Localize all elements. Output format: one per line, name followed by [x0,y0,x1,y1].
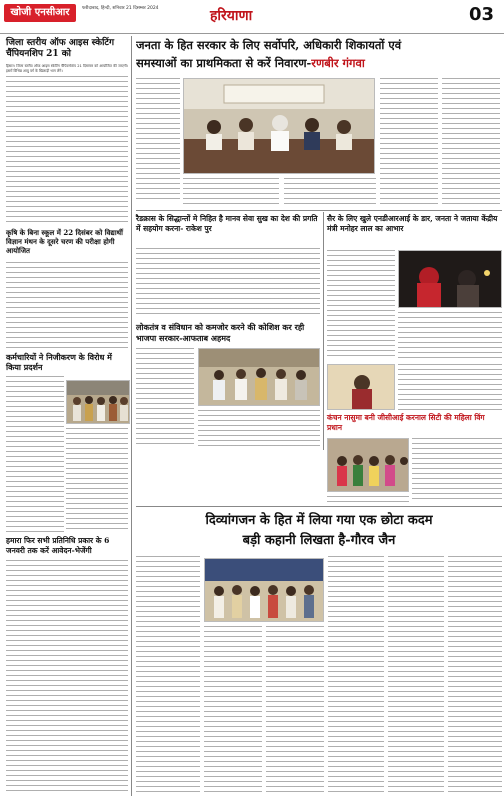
lead-body-col2 [183,178,279,206]
ndri-body-right [398,312,502,360]
bottom-event-photo [204,558,324,622]
newspaper-logo: खोजी एनसीआर [4,4,76,22]
ndri-photo-2 [327,364,395,410]
aftab-body-left [136,348,194,448]
aftab-headline: लोकतंत्र व संविधान को कमजोर करने की कोशिश कर रही भाजपा सरकार-आफताब अहमद [136,322,305,343]
horizontal-divider-2 [136,506,502,507]
kanchan-body [412,438,502,502]
lead-body-col3 [284,178,376,206]
ndri-photo [398,250,502,308]
bottom-body-col1 [136,556,200,792]
ndri-body-left [327,250,395,360]
story2-headline: कृषि के बिना स्कूल में 22 दिसंबर को विद्यार्थी विज्ञान मंथन के दूसरे चरण की परीक्षा होगी आयोजित [6,228,123,255]
lead-meeting-photo [183,78,375,174]
bottom-body-col4 [328,556,384,792]
lead-body-col1 [136,78,180,202]
story3-body [6,376,64,534]
aftab-photo [198,348,320,406]
redcross-headline: रैडक्रास के सिद्धान्तों मे निहित है मानव सेवा सुख का देश की प्रगति में सहयोग करना- राकेश पुर [136,214,318,233]
bottom-headline-line1: दिव्यांगजन के हित में लिया गया एक छोटा कदम [205,513,433,528]
bottom-body-col5 [388,556,444,792]
column-divider [131,36,132,796]
ndri-body-bottom [398,364,502,410]
story2-body [6,262,128,350]
story3-body-right [66,428,128,532]
lead-headline-line2-black: समस्याओं का प्राथमिकता से करें निवारण- [136,56,312,70]
ndri-headline: सैर के लिए खुले एनडीआरआई के डार, जनता ने जताया केंद्रीय मंत्री मनोहर लाल का आभार [327,214,498,233]
horizontal-divider-1 [136,210,502,211]
story3-headline: कर्मचारियों ने निजीकरण के विरोध में किया प्रदर्शन [6,352,112,372]
story4-body [6,560,128,792]
redcross-body [136,248,320,318]
story1-text: हिसार। जिला स्तरीय ऑफ आइस स्केटिंग चैंपियनशिप 21 दिसम्बर को आयोजित की जाएगी। इसमें विभिन्न आयु वर्ग के खिलाड़ी भाग लेंगे। [6,64,128,74]
lead-body-col4 [380,78,438,206]
kanchan-photo [327,438,409,492]
story1-body [6,76,128,226]
page-number: 03 [468,4,494,25]
story4-headline: हमारा फिर सभी प्रतिनिधि प्रकार के 6 जनवरी तक करें आवेदन-भेजेंगी [6,536,110,555]
bottom-body-col3 [266,626,324,792]
lead-headline-line1: जनता के हित सरकार के लिए सर्वोपरि, अधिकारी शिकायतों एवं [136,38,402,52]
section-title: हरियाणा [210,8,253,24]
story1-headline: जिला स्तरीय ऑफ आइस स्केटिंग चैंपियनशिप 21 को [6,38,115,59]
aftab-body-right [198,410,320,448]
bottom-body-col2 [204,626,262,792]
column-divider-2 [323,212,324,450]
kanchan-body-bottom [327,496,409,502]
kanchan-headline: कंचन नासुमा बनी जीसीआई करनाल सिटी की महिला विंग प्रधान [327,413,485,432]
bottom-body-col6 [448,556,502,792]
lead-body-col5 [442,78,500,206]
lead-headline-line2-red: रणबीर गंगवा [311,56,365,70]
bottom-headline-line2: बड़ी कहानी लिखता है-गौरव जैन [242,533,396,548]
lead-headline-line2 [136,56,502,71]
masthead [0,0,504,34]
dateline: फरीदाबाद, हिन्दी, शनिवार 21 दिसम्बर 2024 [82,6,159,11]
protest-photo [66,380,130,424]
